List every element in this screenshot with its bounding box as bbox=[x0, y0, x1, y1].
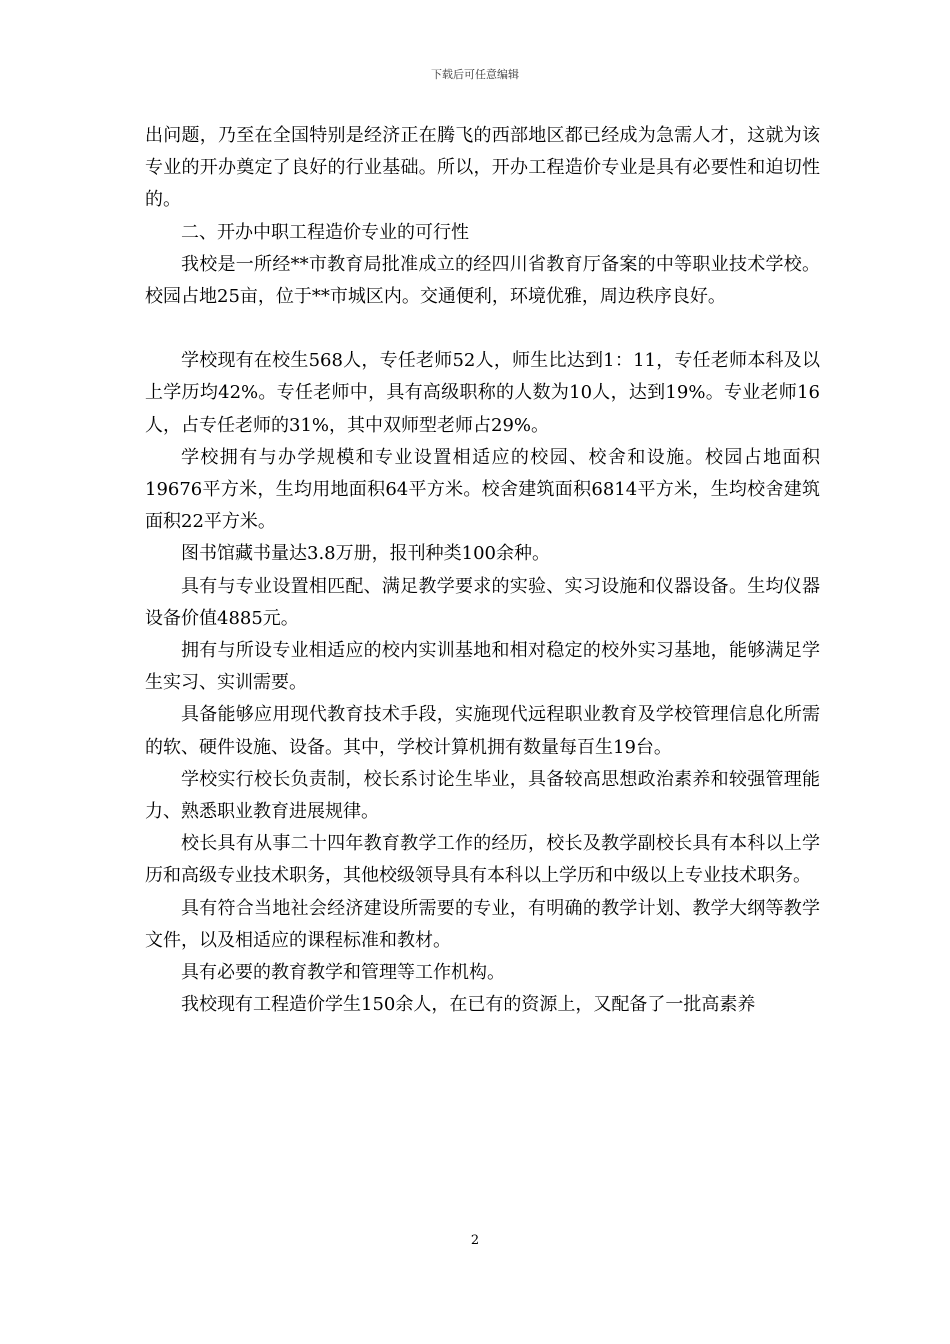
paragraph: 拥有与所设专业相适应的校内实训基地和相对稳定的校外实习基地，能够满足学生实习、实训需要。 bbox=[145, 640, 820, 694]
paragraph: 具有必要的教育教学和管理等工作机构。 bbox=[181, 962, 505, 984]
section-heading: 二、开办中职工程造价专业的可行性 bbox=[181, 221, 469, 243]
paragraph: 具备能够应用现代教育技术手段，实施现代远程职业教育及学校管理信息化所需的软、硬件设施、设备。其中，学校计算机拥有数量每百生19台。 bbox=[145, 704, 820, 758]
page-number: 2 bbox=[470, 1233, 480, 1248]
blank-line bbox=[145, 313, 820, 345]
paragraph: 我校现有工程造价学生150余人，在已有的资源上，又配备了一批高素养 bbox=[181, 994, 756, 1016]
paragraph: 出问题，乃至在全国特别是经济正在腾飞的西部地区都已经成为急需人才，这就为该专业的开办奠定了良好的行业基础。所以，开办工程造价专业是具有必要性和迫切性的。 bbox=[145, 125, 820, 211]
paragraph: 学校现有在校生568人，专任老师52人，师生比达到1：11，专任老师本科及以上学历均42%。专任老师中，具有高级职称的人数为10人，达到19%。专业老师16人，占专任老师的31%，其中双师型老师占29%。 bbox=[145, 350, 820, 436]
paragraph: 具有符合当地社会经济建设所需要的专业，有明确的教学计划、教学大纲等教学文件，以及相适应的课程标准和教材。 bbox=[145, 897, 820, 951]
paragraph: 学校实行校长负责制，校长系讨论生毕业，具备较高思想政治素养和较强管理能力、熟悉职业教育进展规律。 bbox=[145, 768, 820, 823]
paragraph: 校长具有从事二十四年教育教学工作的经历，校长及教学副校长具有本科以上学历和高级专业技术职务，其他校级领导具有本科以上学历和中级以上专业技术职务。 bbox=[145, 833, 820, 887]
paragraph: 我校是一所经**市教育局批准成立的经四川省教育厅备案的中等职业技术学校。校园占地25亩，位于**市城区内。交通便利，环境优雅，周边秩序良好。 bbox=[145, 253, 820, 308]
paragraph: 具有与专业设置相匹配、满足教学要求的实验、实习设施和仪器设备。生均仪器设备价值4885元。 bbox=[145, 575, 820, 629]
page-header: 下载后可任意编辑 bbox=[431, 68, 519, 81]
document-body bbox=[145, 120, 820, 1021]
paragraph: 图书馆藏书量达3.8万册，报刊种类100余种。 bbox=[181, 543, 550, 565]
paragraph: 学校拥有与办学规模和专业设置相适应的校园、校舍和设施。校园占地面积19676平方米，生均用地面积64平方米。校舍建筑面积6814平方米，生均校舍建筑面积22平方米。 bbox=[145, 446, 820, 533]
